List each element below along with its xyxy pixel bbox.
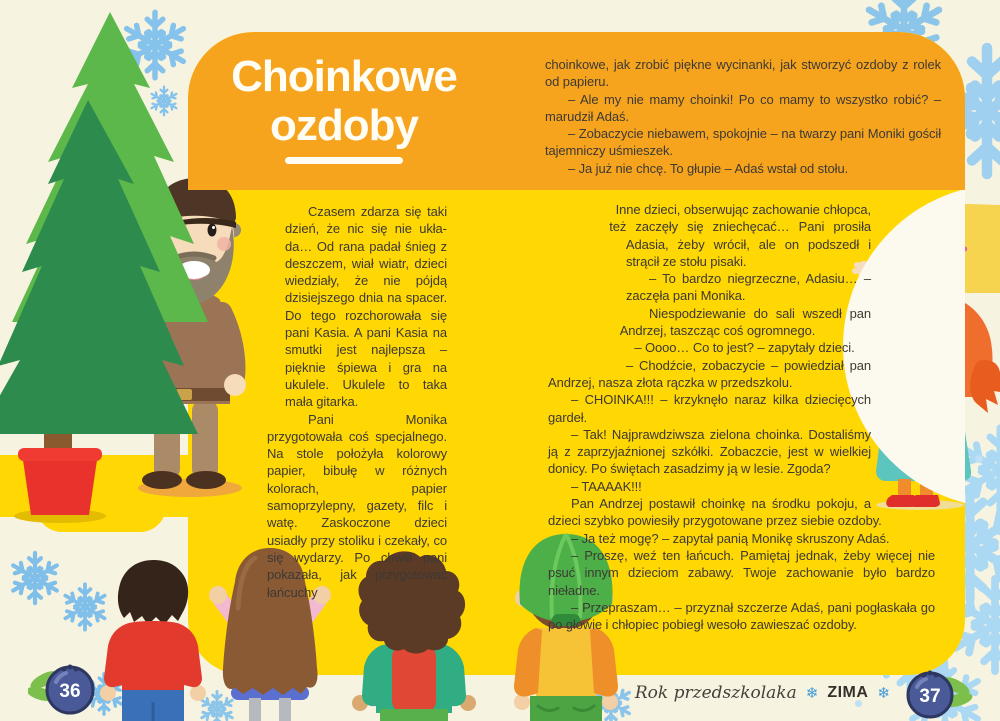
paragraph: – Tak! Najprawdziwsza zielona choinka. Dostaliśmy ją z zaprzyjaźnionej szkółki. Zobaczcie, jest w wielkiej donicy. Po świętach zasadzimy ją w lesie. Zgoda? bbox=[548, 426, 871, 477]
story-title: Choinkowe ozdoby bbox=[231, 52, 457, 150]
paragraph: – Proszę, weź ten łańcuch. Pamiętaj jednak, żeby więcej nie psuć innym dzieciom zabawy. Twoje zachowanie było bardzo nieładne. bbox=[548, 547, 935, 598]
paragraph: – TAAAAK!!! bbox=[571, 478, 642, 494]
page-number: 37 bbox=[919, 686, 941, 707]
paragraph: Inne dzieci, obserwując zachowanie chłopca, też zaczęły się zniechęcać… Pani prosiła Adasia, żeby wrócił, ale on podszedł i strącił ze stołu pisaki. bbox=[609, 202, 871, 269]
header-text-column bbox=[545, 56, 941, 177]
text-wrap-spacer bbox=[871, 201, 935, 503]
child-red-shirt-illustration bbox=[96, 552, 211, 721]
page-number-badge-left bbox=[28, 660, 104, 718]
snowflake-icon: ❄ bbox=[877, 684, 890, 702]
right-text-column bbox=[548, 201, 935, 675]
paragraph: – Oooo… Co to jest? – zapytały dzieci. bbox=[634, 340, 855, 356]
snowflake-icon bbox=[5, 548, 65, 608]
text-wrap-spacer bbox=[267, 203, 285, 416]
paragraph: – Przepraszam… – przyznał szczerze Adaś, pani pogłaskała go po głowie i chłopiec pobiegł wesoło zawieszać ozdoby. bbox=[548, 599, 935, 633]
paragraph: – Ale my nie mamy choinki! Po co mamy to wszystko robić? – marudził Adaś. bbox=[545, 91, 941, 124]
title-block bbox=[218, 52, 470, 164]
page-footer bbox=[560, 683, 890, 703]
snowflake-icon: ❄ bbox=[805, 684, 819, 702]
paragraph: Czasem zdarza się taki dzień, że nic się nie układa… Od rana padał śnieg z deszczem, wiał wiatr, dzieci wiedziały, że nie pójdą dzisiejszego dnia na spacer. Do tego rozchorowała się pani Kasia. A pani Kasia na smutki jest najlepsza – pięknie śpiewa i gra na ukulele. Ukulele to taka mała gitarka. bbox=[285, 204, 447, 410]
content-panel bbox=[188, 32, 965, 675]
series-title: Rok przedszkolaka bbox=[634, 683, 797, 703]
paragraph: – Zobaczycie niebawem, spokojnie – na twarzy pani Moniki gościł tajemniczy uśmieszek. bbox=[545, 126, 941, 159]
page-number: 36 bbox=[59, 681, 81, 702]
paragraph: – To bardzo niegrzeczne, Adasiu… – zaczęła pani Monika. bbox=[626, 271, 871, 304]
paragraph: Niespodziewanie do sali wszedł pan Andrzej, taszcząc coś ogromnego. bbox=[619, 305, 871, 339]
paragraph: – Chodźcie, zobaczycie – powiedział pan Andrzej, nasza złota rączka w przedszkolu. bbox=[548, 357, 871, 390]
left-text-column bbox=[267, 203, 447, 601]
title-underline bbox=[285, 157, 403, 164]
season-label: ZIMA bbox=[827, 684, 869, 701]
paragraph: Pani Monika przygotowała coś specjalnego. Na stole położyła kolorowy papier, bibułę w różnych kolorach, papier samoprzylepny, gazety, filc i watę. Zaskoczone dzieci usiadły przy stoliku i czekały, co się wydarzy. Po chwili pani pokazała, jak przygotować łańcuchy bbox=[267, 411, 447, 600]
paragraph: – Ja już nie chcę. To głupie – Adaś wstał od stołu. bbox=[568, 160, 849, 176]
paragraph: – Ja też mogę? – zapytał panią Monikę skruszony Adaś. bbox=[571, 530, 890, 546]
paragraph: choinkowe, jak zrobić piękne wycinanki, jak stworzyć ozdoby z rolek od papieru. bbox=[545, 57, 941, 90]
paragraph: Pan Andrzej postawił choinkę na środku pokoju, a dzieci szybko powiesiły przygotowane przez siebie ozdoby. bbox=[548, 496, 882, 529]
paragraph: – CHOINKA!!! – krzyknęło naraz kilka dziecięcych gardeł. bbox=[548, 392, 871, 425]
